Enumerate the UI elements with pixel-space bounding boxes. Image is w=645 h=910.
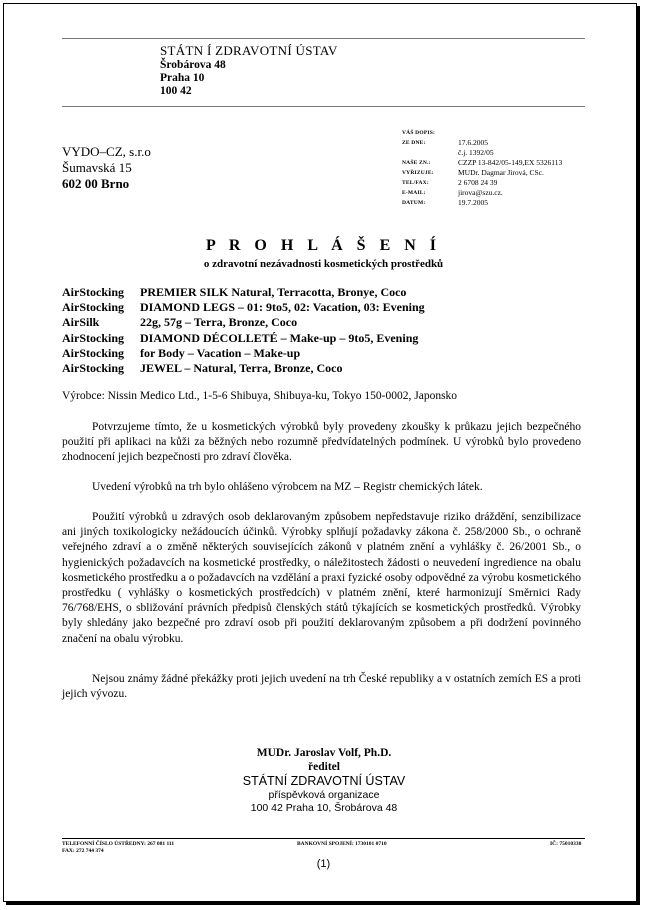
meta-row: [402, 178, 602, 188]
footer-phone: TELEFONNÍ ČÍSLO ÚSTŘEDNY: 267 081 111: [62, 841, 175, 847]
recipient-city: 602 00 Brno: [62, 176, 130, 191]
product-item: [62, 361, 585, 376]
product-desc: PREMIER SILK Natural, Terracotta, Bronye, Coco: [140, 285, 407, 299]
meta-row: [402, 168, 602, 178]
meta-value: 17.6.2005: [458, 138, 488, 147]
meta-value: 2 6708 24 39: [458, 178, 498, 187]
recipient-address: [62, 144, 151, 192]
page-number: (1): [316, 858, 331, 870]
meta-label: E-MAIL:: [402, 190, 426, 196]
footer-ic: IČ: 75010330: [550, 841, 582, 847]
signature-address: 100 42 Praha 10, Šrobárova 48: [250, 802, 398, 814]
header-top-rule: [62, 38, 585, 39]
meta-label: DATUM:: [402, 200, 426, 206]
meta-row: [402, 138, 602, 148]
meta-value: CZZP 13-842/05-149,EX 5326113: [458, 158, 563, 167]
institution-zip: 100 42: [160, 85, 192, 97]
institution-street: Šrobárova 48: [160, 59, 226, 71]
header-bottom-rule: [62, 106, 585, 107]
meta-row: [402, 128, 602, 138]
product-item: [62, 300, 585, 315]
recipient-name: VYDO–CZ, s.r.o: [62, 144, 151, 159]
product-desc: 22g, 57g – Terra, Bronze, Coco: [140, 315, 298, 330]
product-desc: DIAMOND LEGS – 01: 9to5, 02: Vacation, 03: Evening: [140, 300, 425, 315]
signature-org-type: příspěvková organizace: [268, 789, 380, 801]
meta-row: [402, 148, 602, 158]
footer-fax: FAX: 272 744 374: [62, 848, 104, 854]
meta-label: VYŘIZUJE:: [402, 170, 434, 176]
recipient-street: Šumavská 15: [62, 160, 132, 175]
product-item: [62, 285, 585, 300]
product-item: [62, 315, 585, 330]
product-brand: AirSilk: [62, 315, 100, 330]
signatory-name: MUDr. Jaroslav Volf, Ph.D.: [256, 747, 392, 759]
product-brand: AirStocking: [62, 330, 125, 345]
product-brand: AirStocking: [62, 285, 125, 299]
meta-value: MUDr. Dagmar Jírová, CSc.: [458, 168, 544, 177]
product-desc: JEWEL – Natural, Terra, Bronze, Coco: [140, 360, 343, 375]
meta-row: [402, 158, 602, 168]
product-item: [62, 346, 585, 361]
signature-block: [204, 746, 444, 815]
product-brand: AirStocking: [62, 300, 125, 315]
product-desc: for Body – Vacation – Make-up: [140, 345, 301, 360]
paragraph-testing: Potvrzujeme tímto, že u kosmetických výrobků byly provedeny zkoušky k průkazu jejich bezpečného použití při aplikaci na kůži za běžných nebo rozumně předvídatelných podmínek. U výrobků bylo provedeno zhodnocení jejich bezpečnosti pro zdraví člověka.: [62, 421, 581, 464]
meta-label: TEL/FAX:: [402, 180, 429, 186]
meta-label: ZE DNE:: [402, 140, 426, 146]
footer-rule: [62, 838, 585, 839]
paragraph-compliance: Použití výrobků u zdravých osob deklarovaným způsobem nepředstavuje riziko dráždění, senzibilizace ani jiných toxikologicky nežádoucích účinků. Výrobky splňují požadavky zákona č. 258/2000 Sb., o ochraně veřejného zdraví a o změně některých souvisejících zákonů v platném znění a vyhlášky č. 26/2001 Sb., o hygienických požadavcích na kosmetické prostředky, o náležitostech žádosti o neuvedení ingredience na obalu kosmetického prostředku a o požadavcích na vzdělání a praxi fyzické osoby odpovědné za výrobu kosmetického prostředku ( vyhlášky o kosmetických prostředcích) v platném znění, které harmonizují Směrnici Rady 76/768/EHS, o sbližování právních předpisů členských států týkajících se kosmetických prostředků. Výrobky byly shledány jako bezpečné pro zdraví osob při použití deklarovaným způsobem a při dodržení povinného značení na obalu výrobku.: [62, 511, 581, 645]
product-brand: AirStocking: [62, 360, 125, 375]
meta-value: jirova@szu.cz.: [458, 188, 503, 197]
reference-block: [402, 128, 602, 208]
document-subtitle: o zdravotní nezávadnosti kosmetických prostředků: [203, 258, 444, 270]
meta-label: NAŠE ZN.:: [402, 160, 431, 166]
paragraph-registration: Uvedení výrobků na trh bylo ohlášeno výrobcem na MZ – Registr chemických látek.: [92, 481, 483, 493]
product-item: [62, 331, 585, 346]
meta-value: 19.7.2005: [458, 198, 488, 207]
meta-row: [402, 198, 602, 208]
footer-bank: BANKOVNÍ SPOJENÍ: 1730101 0710: [297, 841, 387, 847]
signature-org: STÁTNÍ ZDRAVOTNÍ ÚSTAV: [242, 774, 406, 788]
document-page: [3, 3, 637, 902]
meta-label: VÁŠ DOPIS:: [402, 130, 436, 136]
manufacturer-line: Výrobce: Nissin Medico Ltd., 1-5-6 Shibuya, Shibuya-ku, Tokyo 150-0002, Japonsko: [62, 390, 458, 402]
institution-city: Praha 10: [160, 72, 205, 84]
signatory-role: ředitel: [308, 761, 340, 773]
product-list: [62, 285, 585, 376]
document-title: P R O H L Á Š E N Í: [205, 237, 442, 254]
product-brand: AirStocking: [62, 345, 125, 360]
paragraph-export: Nejsou známy žádné překážky proti jejich uvedení na trh České republiky a v ostatních zemích ES a proti jejich vývozu.: [62, 673, 581, 701]
meta-value: č.j. 1392/05: [458, 148, 494, 157]
product-desc: DIAMOND DÉCOLLETÉ – Make-up – 9to5, Evening: [140, 330, 419, 345]
institution-name: STÁTN Í ZDRAVOTNÍ ÚSTAV: [160, 43, 338, 58]
meta-row: [402, 188, 602, 198]
